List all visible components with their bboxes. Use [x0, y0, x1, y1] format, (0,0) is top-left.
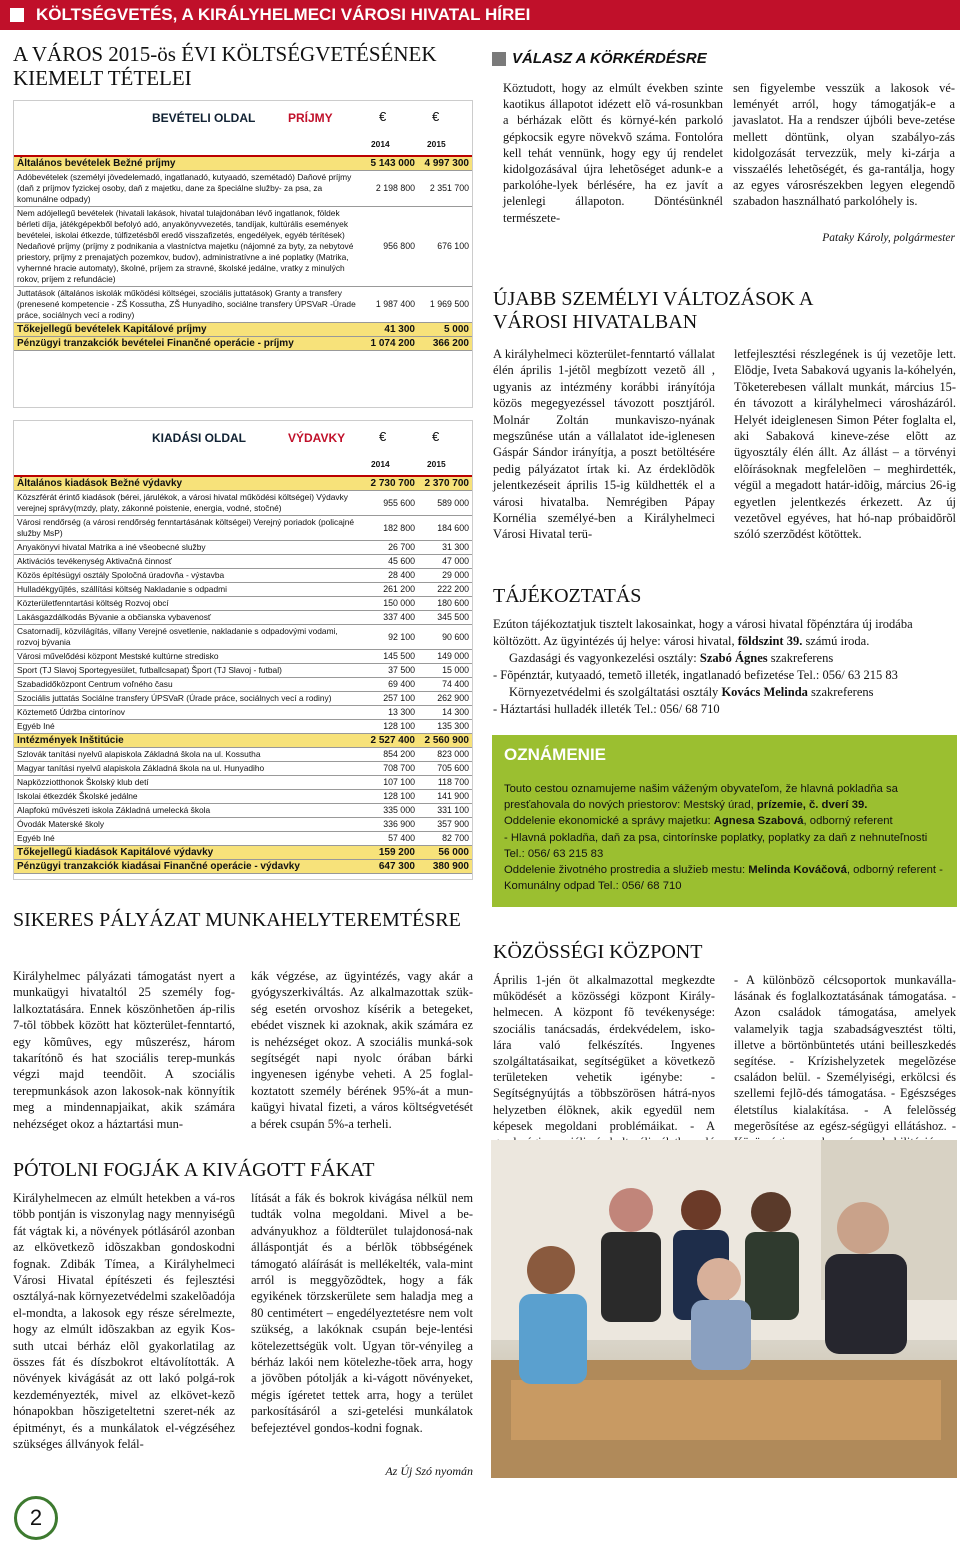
budget-row	[14, 706, 472, 720]
budget-row-2015: 31 300	[442, 542, 469, 552]
budget-row-2015: 222 200	[437, 584, 469, 594]
budget-row-label: Pénzügyi tranzakciók bevételei Finančné operácie - príjmy	[17, 338, 294, 349]
info-line1	[493, 616, 957, 650]
budget-row-2015: 705 600	[437, 763, 469, 773]
budget-row	[14, 678, 472, 692]
income-header	[14, 101, 472, 157]
budget-row-2015: 589 000	[437, 497, 469, 508]
budget-row-2014: 708 700	[383, 763, 415, 773]
budget-row-2015: 331 100	[437, 805, 469, 815]
budget-row	[14, 860, 472, 874]
budget-row-2014: 37 500	[388, 665, 415, 675]
grant-col1: Királyhelmec pályázati támogatást nyert a munkaügyi hivataltól 25 személy fog-lalkoztatására. Ennek köszönhetõen áp-rilis 7-tõl többek között hat közterület-fenntartó, egy kõmûves, egy mûszerész, három takarítónõ és hat szociális terep-munkás végzi majd teendõit. A szociális terepmunkások azon lakosok-nak könnyítik meg a mindennapjaikat, akik számára nehézséget okoz a háztartási mun-	[13, 969, 235, 1131]
budget-row-2014: 45 600	[388, 556, 415, 566]
budget-row	[14, 846, 472, 860]
budget-row-label: Tőkejellegű bevételek Kapitálové príjmy	[17, 324, 207, 335]
info-line5: - Háztartási hulladék illeték Tel.: 056/ 68 710	[493, 702, 720, 716]
budget-row-2015: 29 000	[442, 570, 469, 580]
budget-row-label: Egyéb Iné	[17, 833, 55, 843]
budget-row-label: Aktivációs tevékenység Aktivačná činnosť	[17, 556, 172, 566]
budget-row-label: Óvodák Materské školy	[17, 819, 105, 829]
income-rows	[14, 157, 472, 351]
budget-row	[14, 323, 472, 337]
info-body	[493, 616, 957, 718]
euro-icon: €	[379, 429, 387, 444]
budget-row-label: Általános bevételek Bežné príjmy	[17, 158, 176, 169]
grant-col2: kák végzése, az ügyintézés, vagy akár a gyógyszerkiváltás. Az alkalmazottak szük-ség esetén orvoshoz kísérik a betegeket, ebédet visznek ki azoknak, akik számára ez is nehézséget okoz. A szociális munká-sok segítségét napi nyolc órában bárki ingyenesen igénybe veheti. A 25 foglal-koztatott személy bérének 95%-át a mun-kaügyi hivatal fizeti, a város költségvetését a bérek csupán 5%-a terheli.	[251, 969, 473, 1131]
budget-row-2015: 184 600	[437, 522, 469, 533]
trees-title: PÓTOLNI FOGJÁK A KIVÁGOTT FÁKAT	[13, 1159, 375, 1181]
budget-row-2014: 57 400	[388, 833, 415, 843]
budget-row-2015: 357 900	[437, 819, 469, 829]
budget-row-2014: 955 600	[383, 497, 415, 508]
page-number: 2	[14, 1496, 58, 1540]
budget-row-2015: 5 000	[443, 324, 469, 335]
budget-row-label: Egyéb Iné	[17, 721, 55, 731]
year-2014-header: 2014	[371, 139, 390, 149]
income-table	[13, 100, 473, 408]
budget-row-2015: 2 370 700	[424, 478, 469, 489]
year-2015-header: 2015	[427, 139, 446, 149]
budget-row	[14, 776, 472, 790]
budget-row-2015: 47 000	[442, 556, 469, 566]
budget-row-2014: 69 400	[388, 679, 415, 689]
budget-row-2015: 2 351 700	[429, 183, 469, 193]
section-banner	[0, 0, 960, 30]
budget-row-label: Juttatások (általános iskolák működési költségei, szociális juttatások) Granty a transfery (prenesené kompetencie - ZŠ Kossutha, ZŠ Hunyadiho, sociálne transfery ÚPSVaR -Úrade práce, sociálnych vecí a rodiny)	[17, 288, 356, 320]
info-title: TÁJÉKOZTATÁS	[493, 585, 642, 607]
announce-line4	[504, 862, 948, 894]
budget-row-2014: 335 000	[383, 805, 415, 815]
budget-row-2014: 647 300	[378, 861, 415, 872]
euro-icon: €	[432, 109, 440, 124]
banner-title: KÖLTSÉGVETÉS, A KIRÁLYHELMECI VÁROSI HIVATAL HÍREI	[36, 5, 531, 24]
trees-col1: Királyhelmecen az elmúlt hetekben a vá-ros több pontján is viszonylag nagy mennyiségû fát vágtak ki, a növények pótlásáról azonban az elkövetkezõ idõszakban gondoskodni fognak. Zdibák Tímea, a Királyhelmeci Városi Hivatal építészeti és fejlesztési osztályá-nak környezetvédelmi szakelõadója el-mondta, a lakosok egy része sérelmezte, hogy az elmúlt idõszakban az egyik Kos-suth utcai bérház elõl gyakorlatilag az összes fát és díszbokrot eltávolították. A növények kivágását az ott lakó polgá-rok kezdeményezték, mivel az elkövet-kezõ hónapokban hõszigeteltetni szeret-nék az épitményt, és a munkálatok el-végzéséhez szükséges állványok felál-	[13, 1191, 235, 1452]
budget-row-label: Adóbevételek (személyi jövedelemadó, ingatlanadó, kutyaadó, szemétadó) Daňové príjmy (daň z príjmov fyzickej osoby, daň z majetku, dane za špeciálne služby- za psa, za komunálne odpady)	[17, 172, 352, 204]
year-2015-header: 2015	[427, 459, 446, 469]
income-title-hu: BEVÉTELI OLDAL	[152, 111, 256, 125]
info-l4c: szakreferens	[807, 685, 874, 699]
budget-row-2015: 90 600	[442, 631, 469, 642]
info-l2: Gazdasági és vagyonkezelési osztály:	[509, 651, 700, 665]
budget-row-2014: 2 527 400	[370, 735, 415, 746]
banner-square-icon	[10, 8, 24, 22]
announcement-box	[492, 735, 957, 907]
community-col1: Április 1-jén öt alkalmazottal megkezdte mûködését a közösségi központ Király-helmecen. A központ fõ tevékenysége: szociális tanácsadás, érdekvédelem, isko-lára való felkészítés. Ingyenes szolgáltatásaikat, segítségüket a következõ területeken vehetik igénybe: - Segítségnyújtás a többszörösen hátrá-nyos helyzetben élõknek, akik egyedül nem képesek megoldani problémáikat. - A	[493, 973, 715, 1133]
budget-row-2014: 956 800	[383, 241, 415, 251]
budget-row-2014: 2 730 700	[370, 478, 415, 489]
budget-row-2014: 261 200	[383, 584, 415, 594]
announce-line3: - Hlavná pokladňa, daň za psa, cintorínske poplatky, poplatky za daň z nehnuteľnosti Tel.: 056/ 63 215 83	[504, 831, 928, 860]
budget-row-label: Szlovák tanítási nyelvű alapiskola Základná škola na ul. Kossutha	[17, 749, 261, 759]
info-l1: Ezúton tájékoztatjuk tisztelt lakosainkat, hogy a városi hivatal fõpénztára új irodába költözött. Az ügyintézés új helye: városi hivatal,	[493, 617, 913, 648]
announce-l1: Touto cestou oznamujeme našim váženým obyvateľom, že hlavná pokladňa sa presťahovala do nových priestorov: Mestský úrad,	[504, 783, 898, 812]
budget-row-2014: 92 100	[388, 631, 415, 642]
expense-title-sk: VÝDAVKY	[288, 431, 346, 445]
budget-row-label: Városi rendőrség (a városi rendőrség fenntartásának költségei) Verejný poriadok (policajné služby MsP)	[17, 517, 355, 538]
budget-row-2015: 141 900	[437, 791, 469, 801]
budget-row	[14, 611, 472, 625]
budget-row-label: Iskolai étkezdék Školské jedálne	[17, 791, 138, 801]
budget-row	[14, 516, 472, 541]
budget-row-2014: 854 200	[383, 749, 415, 759]
budget-row	[14, 597, 472, 611]
budget-row-2015: 82 700	[442, 833, 469, 843]
year-2014-header: 2014	[371, 459, 390, 469]
budget-row-2014: 337 400	[383, 612, 415, 622]
budget-row-label: Közös építésügyi osztály Spoločná úradovňa - výstavba	[17, 570, 225, 580]
group-photo-illustration	[491, 1140, 957, 1478]
budget-row-2015: 4 997 300	[424, 158, 469, 169]
community-col2: - A különbözõ célcsoportok munkaválla-lásának és foglalkoztatásának támogatása. - Azon családok támogatása, amelyek valamelyik tagja szabadságvesztést tölti, illetve a börtönbüntetés utáni beilleszkedés segítése. - Krízishelyzetek megelõzése családon belül. - Személyiségi, erkölcsi és szellemi fejlõ-dés támogatása. - Egészséges életstílus kialakítása. - A felelõsség megerõsítése az egész-ségügyi ellátáshoz. -	[734, 973, 956, 1133]
budget-row	[14, 207, 472, 287]
budget-row-label: Napközziotthonok Školský klub detí	[17, 777, 149, 787]
budget-row	[14, 171, 472, 207]
budget-row	[14, 157, 472, 171]
budget-row-2015: 15 000	[442, 665, 469, 675]
staff-title: ÚJABB SZEMÉLYI VÁLTOZÁSOK A VÁROSI HIVATALBAN	[493, 288, 813, 333]
info-l1b: földszint 39.	[737, 634, 803, 648]
budget-row	[14, 477, 472, 491]
community-photo	[491, 1140, 957, 1478]
budget-row-2015: 56 000	[438, 847, 469, 858]
info-line3: - Fõpénztár, kutyaadó, temetõ illeték, ingatlanadó befizetése Tel.: 056/ 63 215 83	[493, 668, 898, 682]
budget-row-2014: 128 100	[383, 791, 415, 801]
budget-row	[14, 832, 472, 846]
budget-row-label: Csatornadíj, közvilágítás, villany Verejné osvetlenie, nakladanie s odpadovými vodami, rozvoj bývania	[17, 626, 338, 647]
info-l4: Környezetvédelmi és szolgáltatási osztály	[509, 685, 722, 699]
budget-row-2014: 2 198 800	[375, 183, 415, 193]
info-l1c: számú iroda.	[802, 634, 870, 648]
survey-col2: sen figyelembe vesszük a lakosok vé-leményét arról, hogy támogatják-e a javaslatot. Ha a rendszer újbóli beve-zetése mellett döntünk, olyan szabályo-zás kidolgozását tervezzük, mely ki-zárja a visszaélés lehetõségét, és ga-rantálja, hogy az egyes városrészekben legyen elegendõ szabadon használható parkolóhely is.	[733, 81, 955, 209]
survey-square-icon	[492, 52, 506, 66]
budget-row-2014: 107 100	[383, 777, 415, 787]
budget-row	[14, 818, 472, 832]
budget-row-2015: 74 400	[442, 679, 469, 689]
budget-row-2015: 380 900	[432, 861, 469, 872]
budget-row-2014: 182 800	[383, 522, 415, 533]
budget-row-label: Közterületfenntartási költség Rozvoj obcí	[17, 598, 169, 608]
budget-row-label: Köztemető Údržba cintorínov	[17, 707, 125, 717]
announce-line1	[504, 781, 948, 813]
survey-col1: Köztudott, hogy az elmúlt években szinte kaotikus állapotot idézett elõ vá-rosunkban a bérházak elõtt és környé-kén parkoló gépkocsik egyre növekvõ száma. Fontolóra kell tehát vennünk, hogy egy új rendelet kidolgozásával újra lehetõséget adunk-e a parkolóhe-lyek bérlésére, ha ez javít a jelenlegi állapoton. Döntésünknél természete-	[503, 81, 723, 225]
budget-row-label: Közszférát érintő kiadások (bérei, járulékok, a városi hivatal működési költségei) Výdavky verejnej správy(mzdy, platy, zákonné poistenie, energia, vodné, stočné)	[17, 492, 348, 513]
info-line4	[493, 684, 957, 701]
budget-title: A VÁROS 2015-ös ÉVI KÖLTSÉGVETÉSÉNEK KIEMELT TÉTELEI	[13, 42, 437, 90]
euro-icon: €	[432, 429, 440, 444]
budget-row-label: Nem adójellegű bevételek (hivatali lakások, hivatal tulajdonában lévő ingatlanok, földek bérleti díja, játékgépekből befolyó adó, anyakönyvvezetés, tandíjak, kultúrális események bevételei, iskolai étkezde, túlfizetésből eredő visszafizetés, engedélyek, egyéb térítések) Nedaňové príjmy (príjmy z podnikania a vlastníctva majetku (nájomné za byty, za nebytové priestory, príjmy z prenajatých pozemkov, budov), administratívne a iné poplatky (Matrika, vyhernné hracie automaty), školné, príjem za stravné, školské jedálne, vratky z minulých rokov, príjem z refundácie)	[17, 208, 354, 284]
info-l2c: szakreferens	[767, 651, 834, 665]
income-title-sk: PRÍJMY	[288, 111, 333, 125]
budget-row	[14, 720, 472, 734]
expense-table	[13, 420, 473, 880]
budget-row	[14, 804, 472, 818]
budget-row-2014: 145 500	[383, 651, 415, 661]
budget-row-2014: 159 200	[378, 847, 415, 858]
budget-row	[14, 491, 472, 516]
budget-row-2015: 1 969 500	[429, 299, 469, 309]
announce-body	[504, 781, 948, 894]
budget-row	[14, 692, 472, 706]
staff-col2: letfejlesztési részlegének is új vezetõje lett. Elõdje, Iveta Sabaková ugyanis la-kóhelyén, Tõketerebesen vállalt munkát, március 15-én távozott a királyhelmeci városházáról. Helyét ideiglenesen Simon Péter foglalta el, aki Sabaková kineve-zése elõtt az ügyosztály élén állt. Az állást – a törvényi elõírásoknak megfelelõen – meghirdették, végül a megadott határ-idõig, március 26-ig egyetlen jelentkezés érkezett. Az új vezetõvel egyéves, hat hó-nap próbaidõrõl szóló szerzõdést kötöttek.	[734, 347, 956, 542]
budget-row	[14, 583, 472, 597]
budget-row-2015: 262 900	[437, 693, 469, 703]
expense-header	[14, 421, 472, 477]
trees-source: Az Új Szó nyomán	[385, 1464, 473, 1478]
budget-row-2014: 257 100	[383, 693, 415, 703]
budget-row-2015: 2 560 900	[424, 735, 469, 746]
budget-row-2014: 28 400	[388, 570, 415, 580]
announce-title: OZNÁMENIE	[504, 745, 606, 764]
budget-row-label: Tőkejellegű kiadások Kapitálové výdavky	[17, 847, 214, 858]
budget-row-2015: 676 100	[437, 241, 469, 251]
community-title: KÖZÖSSÉGI KÖZPONT	[493, 941, 703, 963]
budget-row	[14, 569, 472, 583]
budget-row-label: Pénzügyi tranzakciók kiadásai Finančné operácie - výdavky	[17, 861, 300, 872]
budget-row-2014: 1 987 400	[375, 299, 415, 309]
budget-row-label: Szabadidőközpont Centrum voľného času	[17, 679, 173, 689]
budget-row-2014: 5 143 000	[370, 158, 415, 169]
grant-title: SIKERES PÁLYÁZAT MUNKAHELYTEREMTÉSRE	[13, 909, 461, 931]
staff-col1: A királyhelmeci közterület-fenntartó vállalat élén április 1-jétõl megbízott vezetõ áll , ugyanis az intézmény korábbi irányítója közös megegyezéssel távozott posztjáról. Molnár Zoltán munkaviszo-nyának megszûnése után a vállalatot ide-iglenesen Gáspár Sándor irányítja, a poszt betöltésére pedig pályázatot írtak ki. Az érdeklõdõk jelentkezéseit április 15-ig küldhették el a városi hivatalba. Nemrégiben Pápay Kornélia személyé-ben a Királyhelmeci Városi Hivatal terü-	[493, 347, 715, 542]
budget-row-2015: 135 300	[437, 721, 469, 731]
budget-row	[14, 337, 472, 351]
budget-row-label: Sport (TJ Slavoj Sportegyesület, futballcsapat) Šport (TJ Slavoj - futbal)	[17, 665, 282, 675]
budget-row-2014: 128 100	[383, 721, 415, 731]
budget-row	[14, 650, 472, 664]
survey-signature: Pataky Károly, polgármester	[822, 232, 955, 244]
announce-l1b: prízemie, č. dverí 39.	[756, 799, 868, 812]
announce-l4: Oddelenie životného prostredia a služieb mestu:	[504, 864, 749, 877]
announce-l2: Oddelenie ekonomické a správy majetku:	[504, 815, 714, 828]
budget-row	[14, 625, 472, 650]
budget-row-2014: 13 300	[388, 707, 415, 717]
budget-row-2014: 150 000	[383, 598, 415, 608]
budget-row-label: Hulladékgyűjtés, szállítási költség Nakladanie s odpadmi	[17, 584, 227, 594]
budget-row-label: Alapfokú művészeti iskola Základná umelecká škola	[17, 805, 211, 815]
budget-row-label: Magyar tanítási nyelvű alapiskola Základná škola na ul. Hunyadiho	[17, 763, 265, 773]
announce-l4b: Melinda Kováčová	[748, 864, 847, 877]
announce-l2c: , odborný referent	[803, 815, 893, 828]
expense-rows	[14, 477, 472, 874]
budget-row	[14, 555, 472, 569]
budget-row-2015: 345 500	[437, 612, 469, 622]
budget-row	[14, 790, 472, 804]
budget-row-2015: 118 700	[437, 777, 469, 787]
budget-row-label: Városi művelődési központ Mestské kultúrne stredisko	[17, 651, 219, 661]
budget-row-2015: 149 000	[437, 651, 469, 661]
budget-row-2014: 26 700	[388, 542, 415, 552]
budget-row-2015: 180 600	[437, 598, 469, 608]
info-line2	[493, 650, 957, 667]
expense-title-hu: KIADÁSI OLDAL	[152, 431, 246, 445]
budget-row-2014: 1 074 200	[370, 338, 415, 349]
trees-col2: lítását a fák és bokrok kivágása nélkül nem tudták volna megoldani. Mivel a be-adványukhoz a földterület tulajdonosá-nak álláspontját és a bérlõk többségének támogató aláírását is mellékelték, vala-mint arról is meggyõzõdtek, hogy a fák egyikének törzskerülete sem haladja meg a 80 centimétert – engedélyeztetésre nem volt szükség, a lakóknak csupán beje-lentési kötelezettségük volt. Ugyan tör-vényileg a bérház lakói nem kötelezhe-tõek arra, hogy a jövõben pótolják a ki-vágott növényeket, mégis ígéretet tettek arra, hogy a terület parkosításáról a szi-getelési munkálatok befejeztével gondos-kodni fognak.	[251, 1191, 473, 1435]
budget-row	[14, 734, 472, 748]
info-l2b: Szabó Ágnes	[699, 651, 768, 665]
budget-row	[14, 664, 472, 678]
budget-row-label: Általános kiadások Bežné výdavky	[17, 478, 183, 489]
info-l4b: Kovács Melinda	[721, 685, 808, 699]
announce-line2	[504, 813, 948, 829]
budget-row-2014: 336 900	[383, 819, 415, 829]
budget-row	[14, 287, 472, 323]
announce-l2b: Agnesa Szabová	[713, 815, 804, 828]
budget-row-label: Lakásgazdálkodás Bývanie a občianska vybavenosť	[17, 612, 212, 622]
budget-row	[14, 762, 472, 776]
budget-row	[14, 541, 472, 555]
budget-row-2015: 14 300	[442, 707, 469, 717]
announce-l4c: , odborný referent - Komunálny odpad Tel.: 056/ 68 710	[504, 864, 943, 893]
budget-row-label: Szociális juttatás Sociálne transfery ÚPSVaR (Úrade práce, sociálnych vecí a rodiny)	[17, 693, 332, 703]
survey-title: VÁLASZ A KÖRKÉRDÉSRE	[512, 50, 707, 67]
budget-row-label: Intézmények Inštitúcie	[17, 735, 124, 746]
budget-row-2015: 823 000	[437, 749, 469, 759]
budget-row-2014: 41 300	[384, 324, 415, 335]
budget-row-2015: 366 200	[432, 338, 469, 349]
euro-icon: €	[379, 109, 387, 124]
budget-row-label: Anyakönyvi hivatal Matrika a iné všeobecné služby	[17, 542, 206, 552]
budget-row	[14, 748, 472, 762]
